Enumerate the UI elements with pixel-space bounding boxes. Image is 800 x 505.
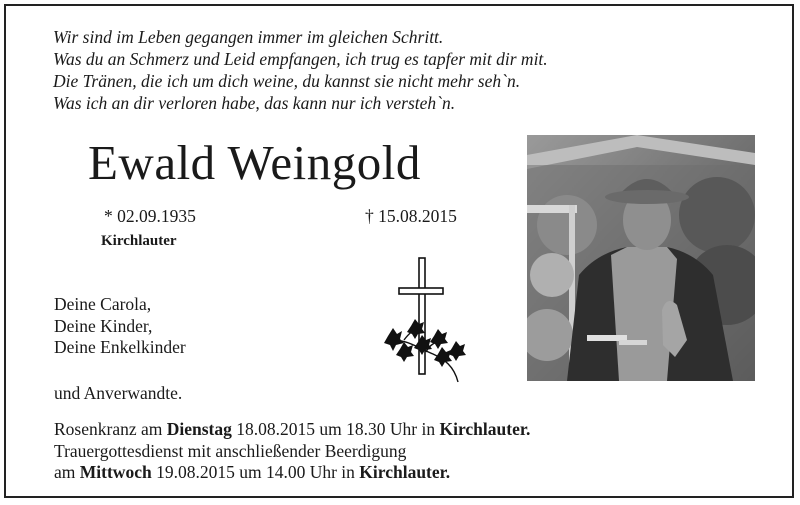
- rosary-line: Rosenkranz am Dienstag 18.08.2015 um 18.30 Uhr in Kirchlauter.: [54, 419, 531, 439]
- poem: [53, 26, 548, 114]
- funeral-service-line: Trauergottesdienst mit anschließender Beerdigung: [54, 440, 407, 461]
- poem-line-3: Die Tränen, die ich um dich weine, du kannst sie nicht mehr seh`n.: [53, 71, 521, 91]
- birth-date: * 02.09.1935: [104, 206, 196, 226]
- hometown: Kirchlauter: [101, 233, 177, 249]
- death-date: † 15.08.2015: [365, 206, 457, 226]
- mourner-line: Deine Kinder,: [54, 315, 153, 336]
- mourner-line: Deine Enkelkinder: [54, 337, 186, 357]
- mourner-line: Deine Carola,: [54, 294, 152, 314]
- mourners: [54, 294, 186, 359]
- burial-line: am Mittwoch 19.08.2015 um 14.00 Uhr in Kirchlauter.: [54, 462, 451, 482]
- deceased-name: Ewald Weingold: [88, 135, 421, 190]
- relatives: und Anverwandte.: [54, 383, 183, 403]
- poem-line-4: Was ich an dir verloren habe, das kann nur ich versteh`n.: [53, 93, 456, 113]
- portrait-photo: [527, 135, 755, 381]
- poem-line-2: Was du an Schmerz und Leid empfangen, ich trug es tapfer mit dir mit.: [53, 49, 548, 69]
- cross-with-ivy-icon: [378, 256, 470, 386]
- service-details: [54, 419, 530, 484]
- poem-line-1: Wir sind im Leben gegangen immer im gleichen Schritt.: [53, 27, 444, 47]
